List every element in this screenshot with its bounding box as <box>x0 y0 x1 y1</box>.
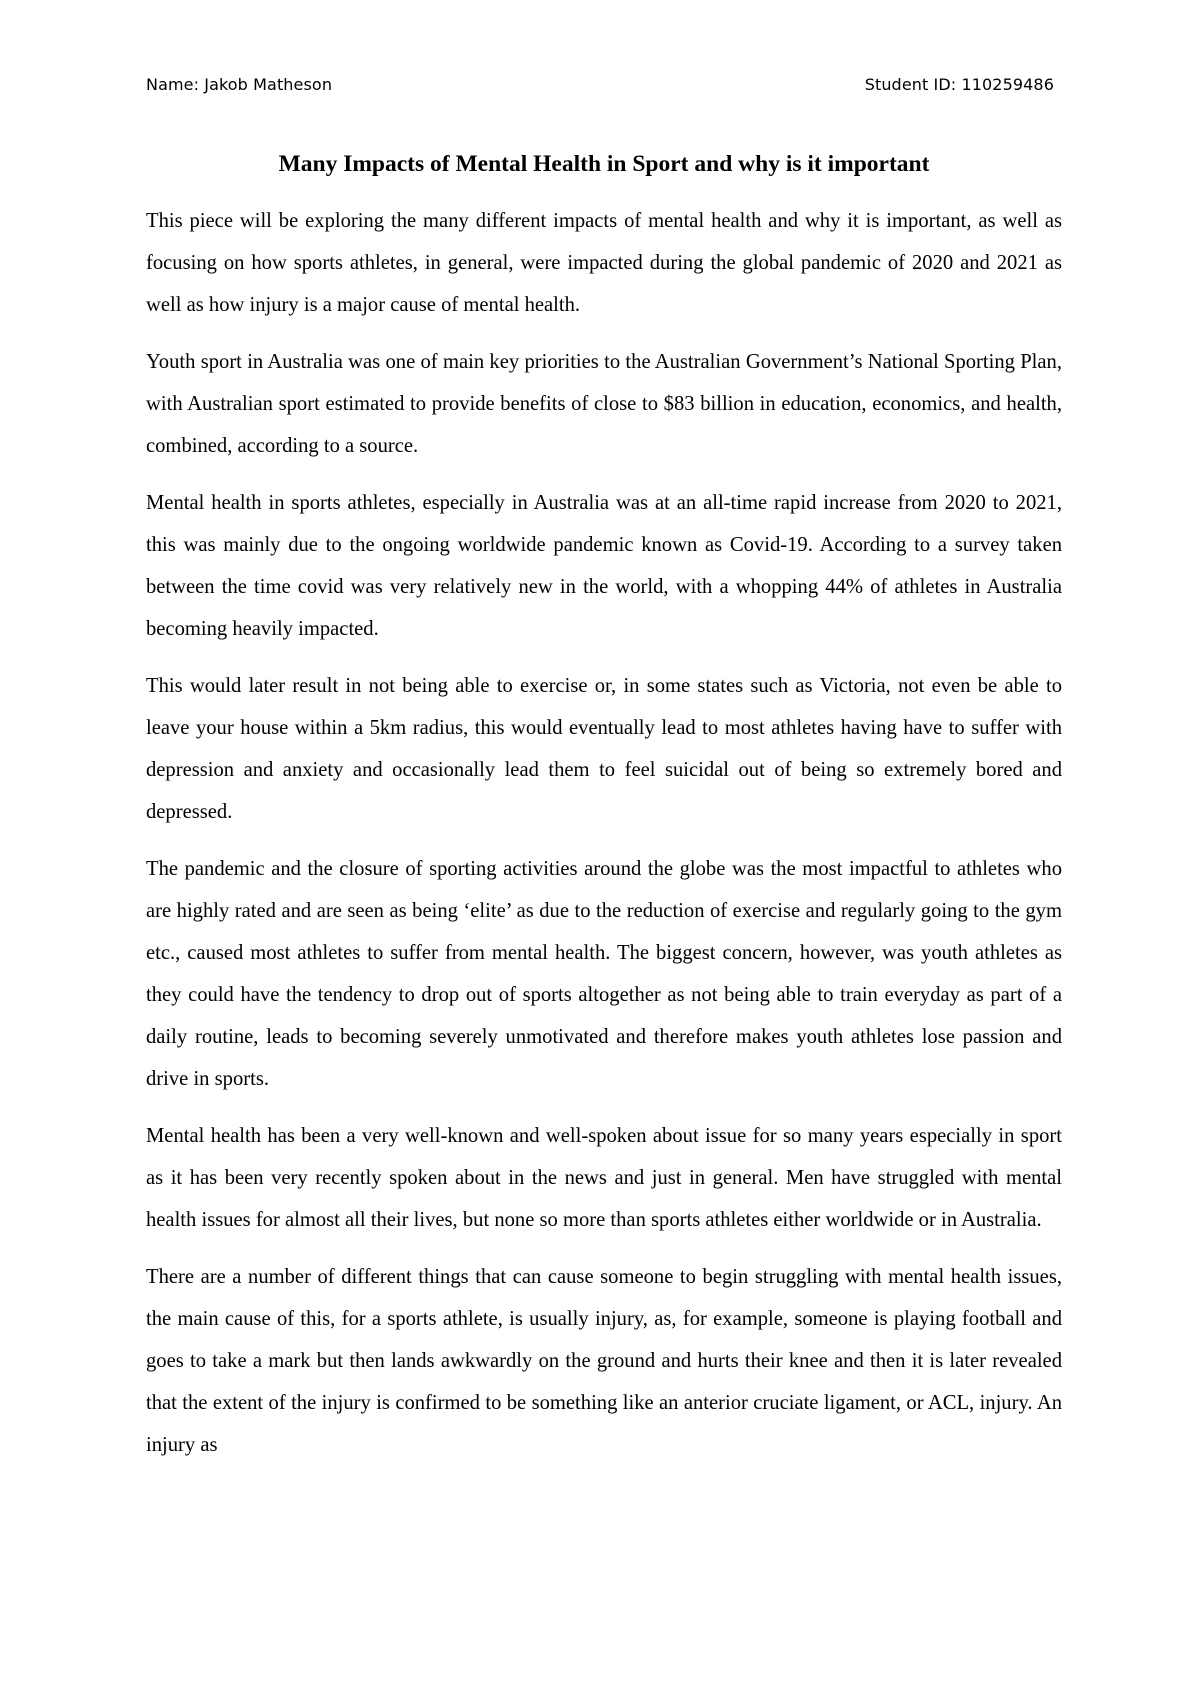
paragraph-lockdown-effects: This would later result in not being able to exercise or, in some states such as Victoria, not even be able to leave your house within a 5km radius, this would eventually lead to most athletes having have to suffer with depression and anxiety and occasionally lead them to feel suicidal out of being so extremely bored and depressed. <box>146 675 1062 823</box>
student-id: Student ID: 110259486 <box>864 75 1054 94</box>
paragraph-youth-sport: Youth sport in Australia was one of main key priorities to the Australian Government’s National Sporting Plan, with Australian sport estimated to provide benefits of close to $83 billion in education, economics, and health, combined, according to a source. <box>146 351 1062 457</box>
paragraph-elite-and-youth-athletes: The pandemic and the closure of sporting activities around the globe was the most impactful to athletes who are highly rated and are seen as being ‘elite’ as due to the reduction of exercise and regularly going to the gym etc., caused most athletes to suffer from mental health. The biggest concern, however, was youth athletes as they could have the tendency to drop out of sports altogether as not being able to train everyday as part of a daily routine, leads to becoming severely unmotivated and therefore makes youth athletes lose passion and drive in sports. <box>146 858 1062 1090</box>
paragraph-pandemic-increase: Mental health in sports athletes, especially in Australia was at an all-time rapid increase from 2020 to 2021, this was mainly due to the ongoing worldwide pandemic known as Covid-19. According to a survey taken between the time covid was very relatively new in the world, with a whopping 44% of athletes in Australia becoming heavily impacted. <box>146 492 1062 640</box>
paragraph-awareness: Mental health has been a very well-known and well-spoken about issue for so many years especially in sport as it has been very recently spoken about in the news and just in general. Men have struggled with mental health issues for almost all their lives, but none so more than sports athletes either worldwide or in Australia. <box>146 1125 1062 1231</box>
paragraph-injury-cause: There are a number of different things that can cause someone to begin struggling with mental health issues, the main cause of this, for a sports athlete, is usually injury, as, for example, someone is playing football and goes to take a mark but then lands awkwardly on the ground and hurts their knee and then it is later revealed that the extent of the injury is confirmed to be something like an anterior cruciate ligament, or ACL, injury. An injury as <box>146 1266 1062 1456</box>
document-title: Many Impacts of Mental Health in Sport and why is it important <box>278 151 930 177</box>
page-header <box>146 75 1054 101</box>
document-body <box>146 148 1062 1481</box>
paragraph-intro: This piece will be exploring the many different impacts of mental health and why it is important, as well as focusing on how sports athletes, in general, were impacted during the global pandemic of 2020 and 2021 as well as how injury is a major cause of mental health. <box>146 210 1062 316</box>
student-name: Name: Jakob Matheson <box>146 75 333 94</box>
